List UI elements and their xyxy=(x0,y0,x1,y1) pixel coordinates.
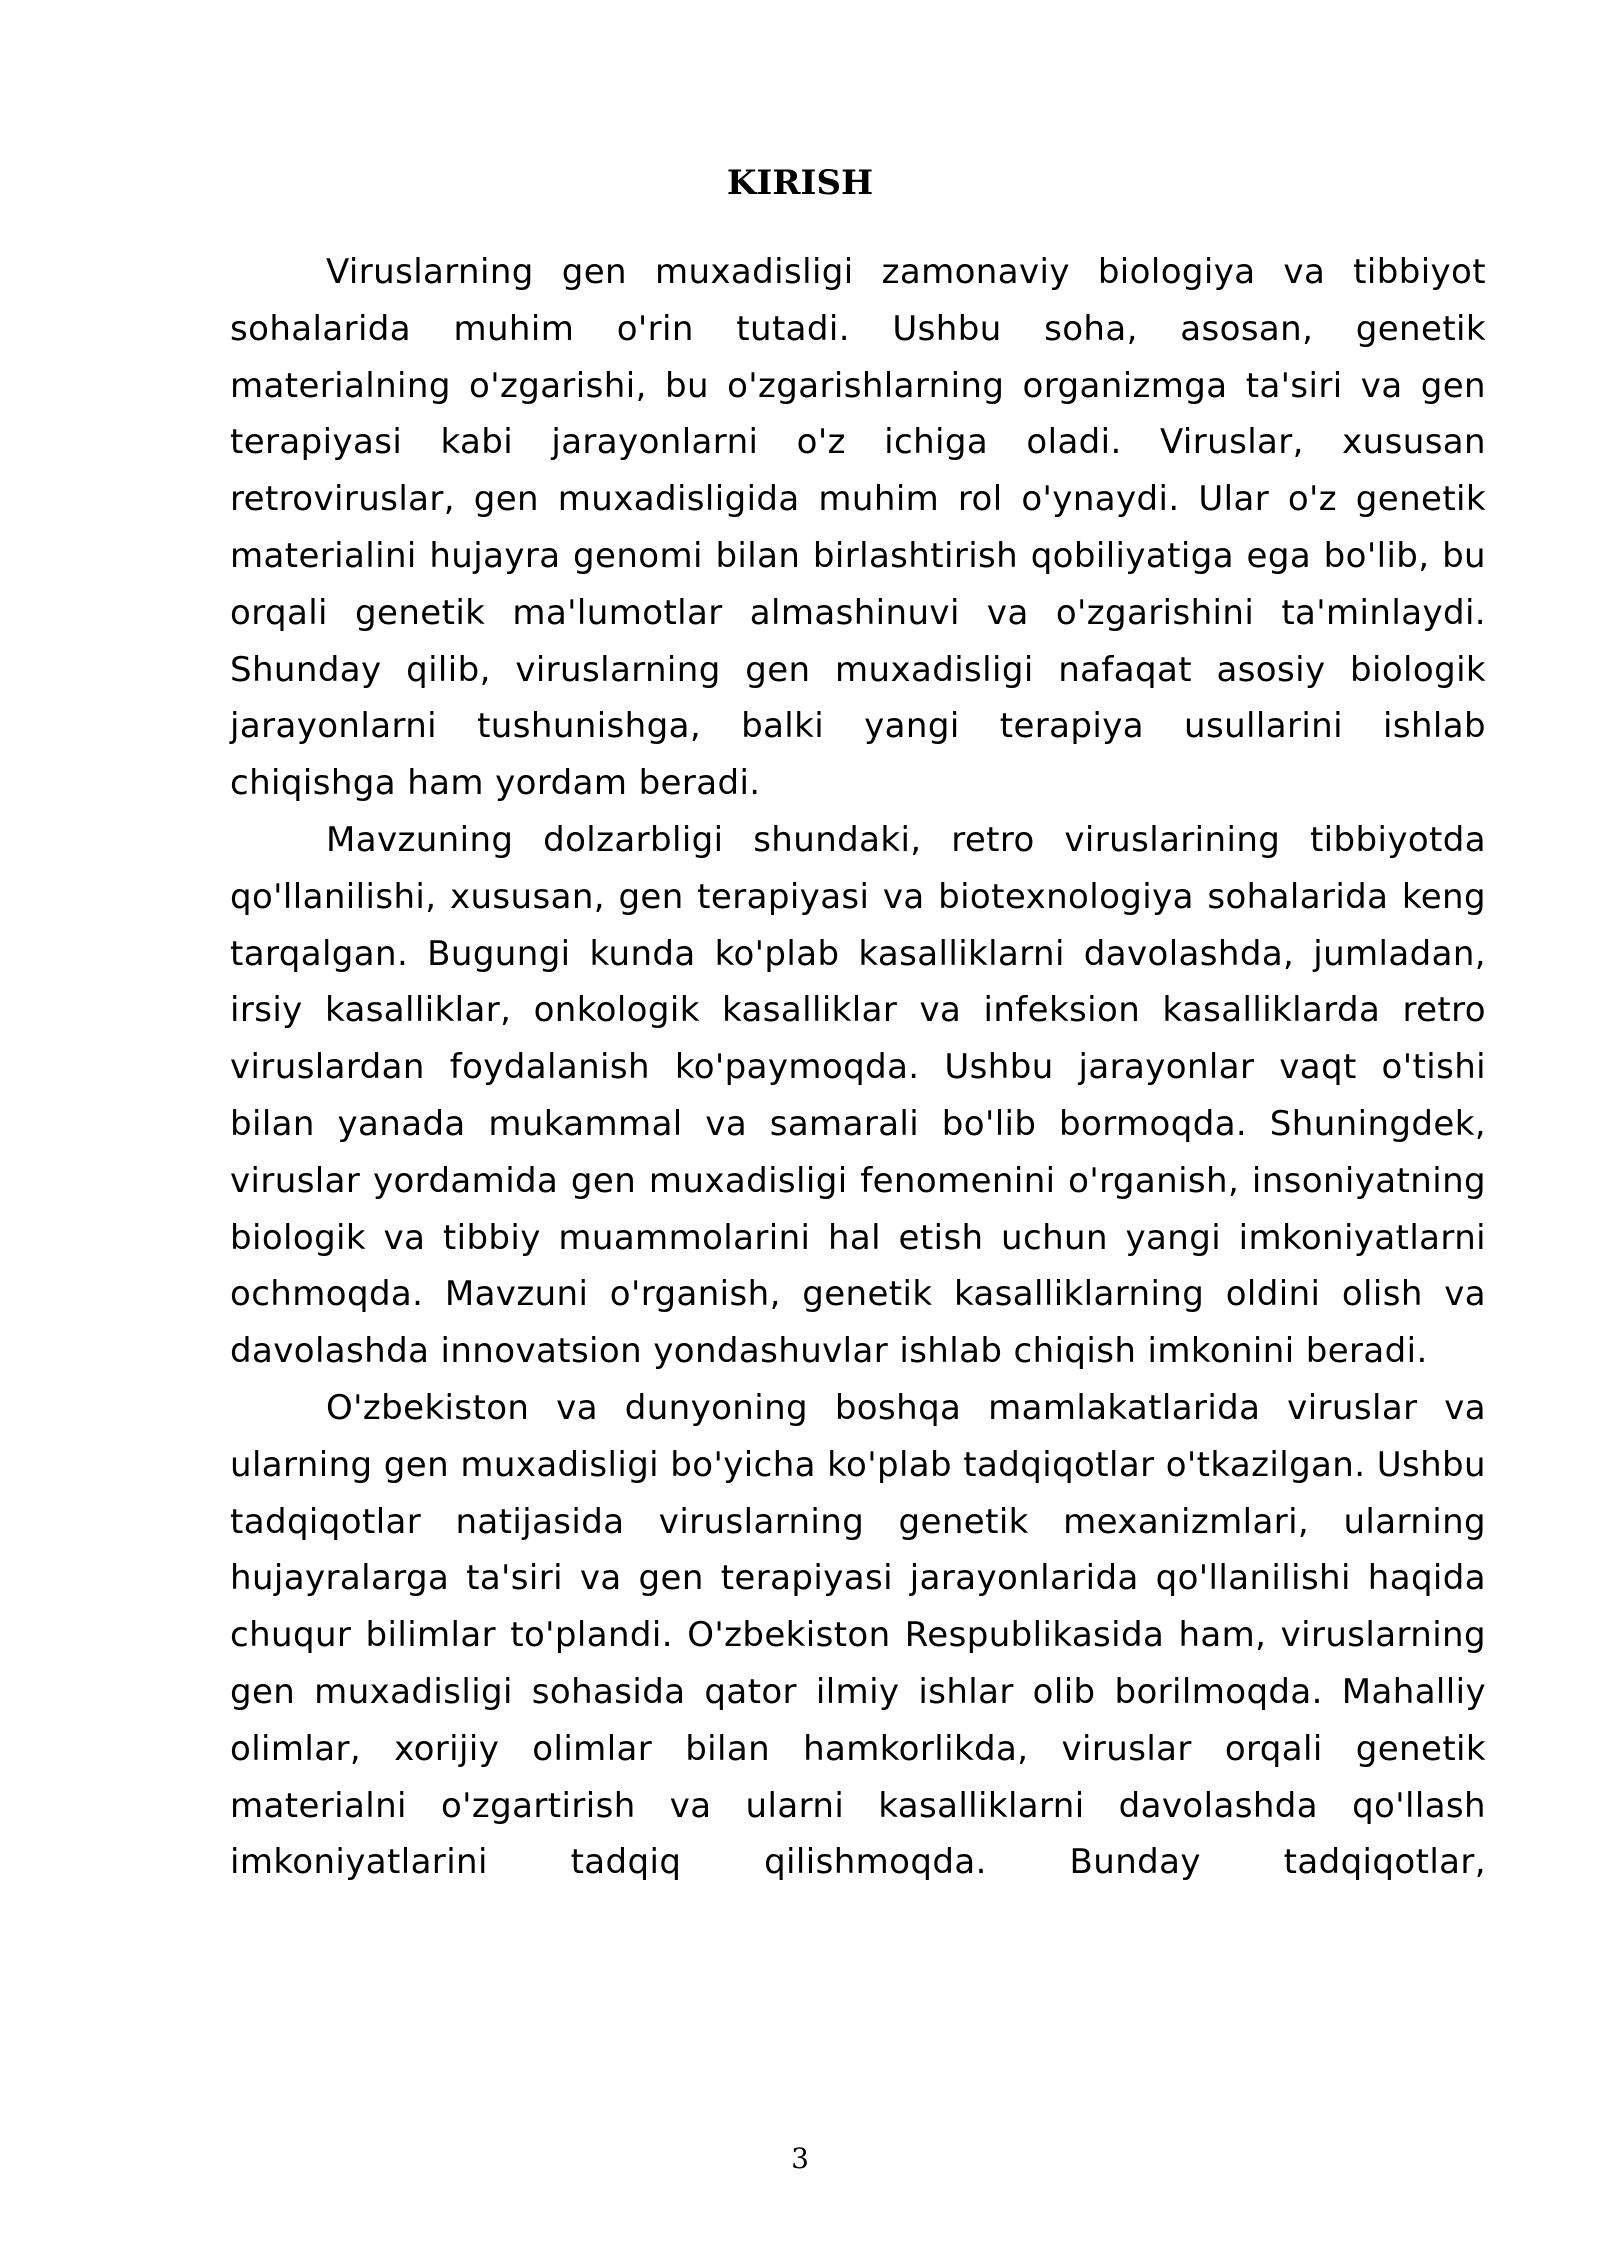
paragraph-relevance: Mavzuning dolzarbligi shundaki, retro viruslarining tibbiyotda qo'llanilishi, xususan, gen terapiyasi va biotexnologiya sohalarida keng tarqalgan. Bugungi kunda ko'plab kasalliklarni davolashda, jumladan, irsiy kasalliklar, onkologik kasalliklar va infeksion kasalliklarda retro viruslardan foydalanish ko'paymoqda. Ushbu jarayonlar vaqt o'tishi bilan yanada mukammal va samarali bo'lib bormoqda. Shuningdek, viruslar yordamida gen muxadisligi fenomenini o'rganish, insoniyatning biologik va tibbiy muammolarini hal etish uchun yangi imkoniyatlarni ochmoqda. Mavzuni o'rganish, genetik kasalliklarning oldini olish va davolashda innovatsion yondashuvlar ishlab chiqish imkonini beradi. xyxy=(230,819,1486,1372)
body-text xyxy=(230,244,1486,1891)
page-number: 3 xyxy=(791,2142,809,2175)
paragraph-intro: Viruslarning gen muxadisligi zamonaviy biologiya va tibbiyot sohalarida muhim o'rin tutadi. Ushbu soha, asosan, genetik materialning o'zgarishi, bu o'zgarishlarning organizmga ta'siri va gen terapiyasi kabi jarayonlarni o'z ichiga oladi. Viruslar, xususan retroviruslar, gen muxadisligida muhim rol o'ynaydi. Ular o'z genetik materialini hujayra genomi bilan birlashtirish qobiliyatiga ega bo'lib, bu orqali genetik ma'lumotlar almashinuvi va o'zgarishini ta'minlaydi. Shunday qilib, viruslarning gen muxadisligi nafaqat asosiy biologik jarayonlarni tushunishga, balki yangi terapiya usullarini ishlab chiqishga ham yordam beradi. xyxy=(230,252,1486,804)
page-title: KIRISH xyxy=(726,163,874,203)
paragraph-research: O'zbekiston va dunyoning boshqa mamlakatlarida viruslar va ularning gen muxadisligi bo'yicha ko'plab tadqiqotlar o'tkazilgan. Ushbu tadqiqotlar natijasida viruslarning genetik mexanizmlari, ularning hujayralarga ta'siri va gen terapiyasi jarayonlarida qo'llanilishi haqida chuqur bilimlar to'plandi. O'zbekiston Respublikasida ham, viruslarning gen muxadisligi sohasida qator ilmiy ishlar olib borilmoqda. Mahalliy olimlar, xorijiy olimlar bilan hamkorlikda, viruslar orqali genetik materialni o'zgartirish va ularni kasalliklarni davolashda qo'llash imkoniyatlarini tadqiq qilishmoqda. Bunday tadqiqotlar, xyxy=(230,1387,1486,1883)
